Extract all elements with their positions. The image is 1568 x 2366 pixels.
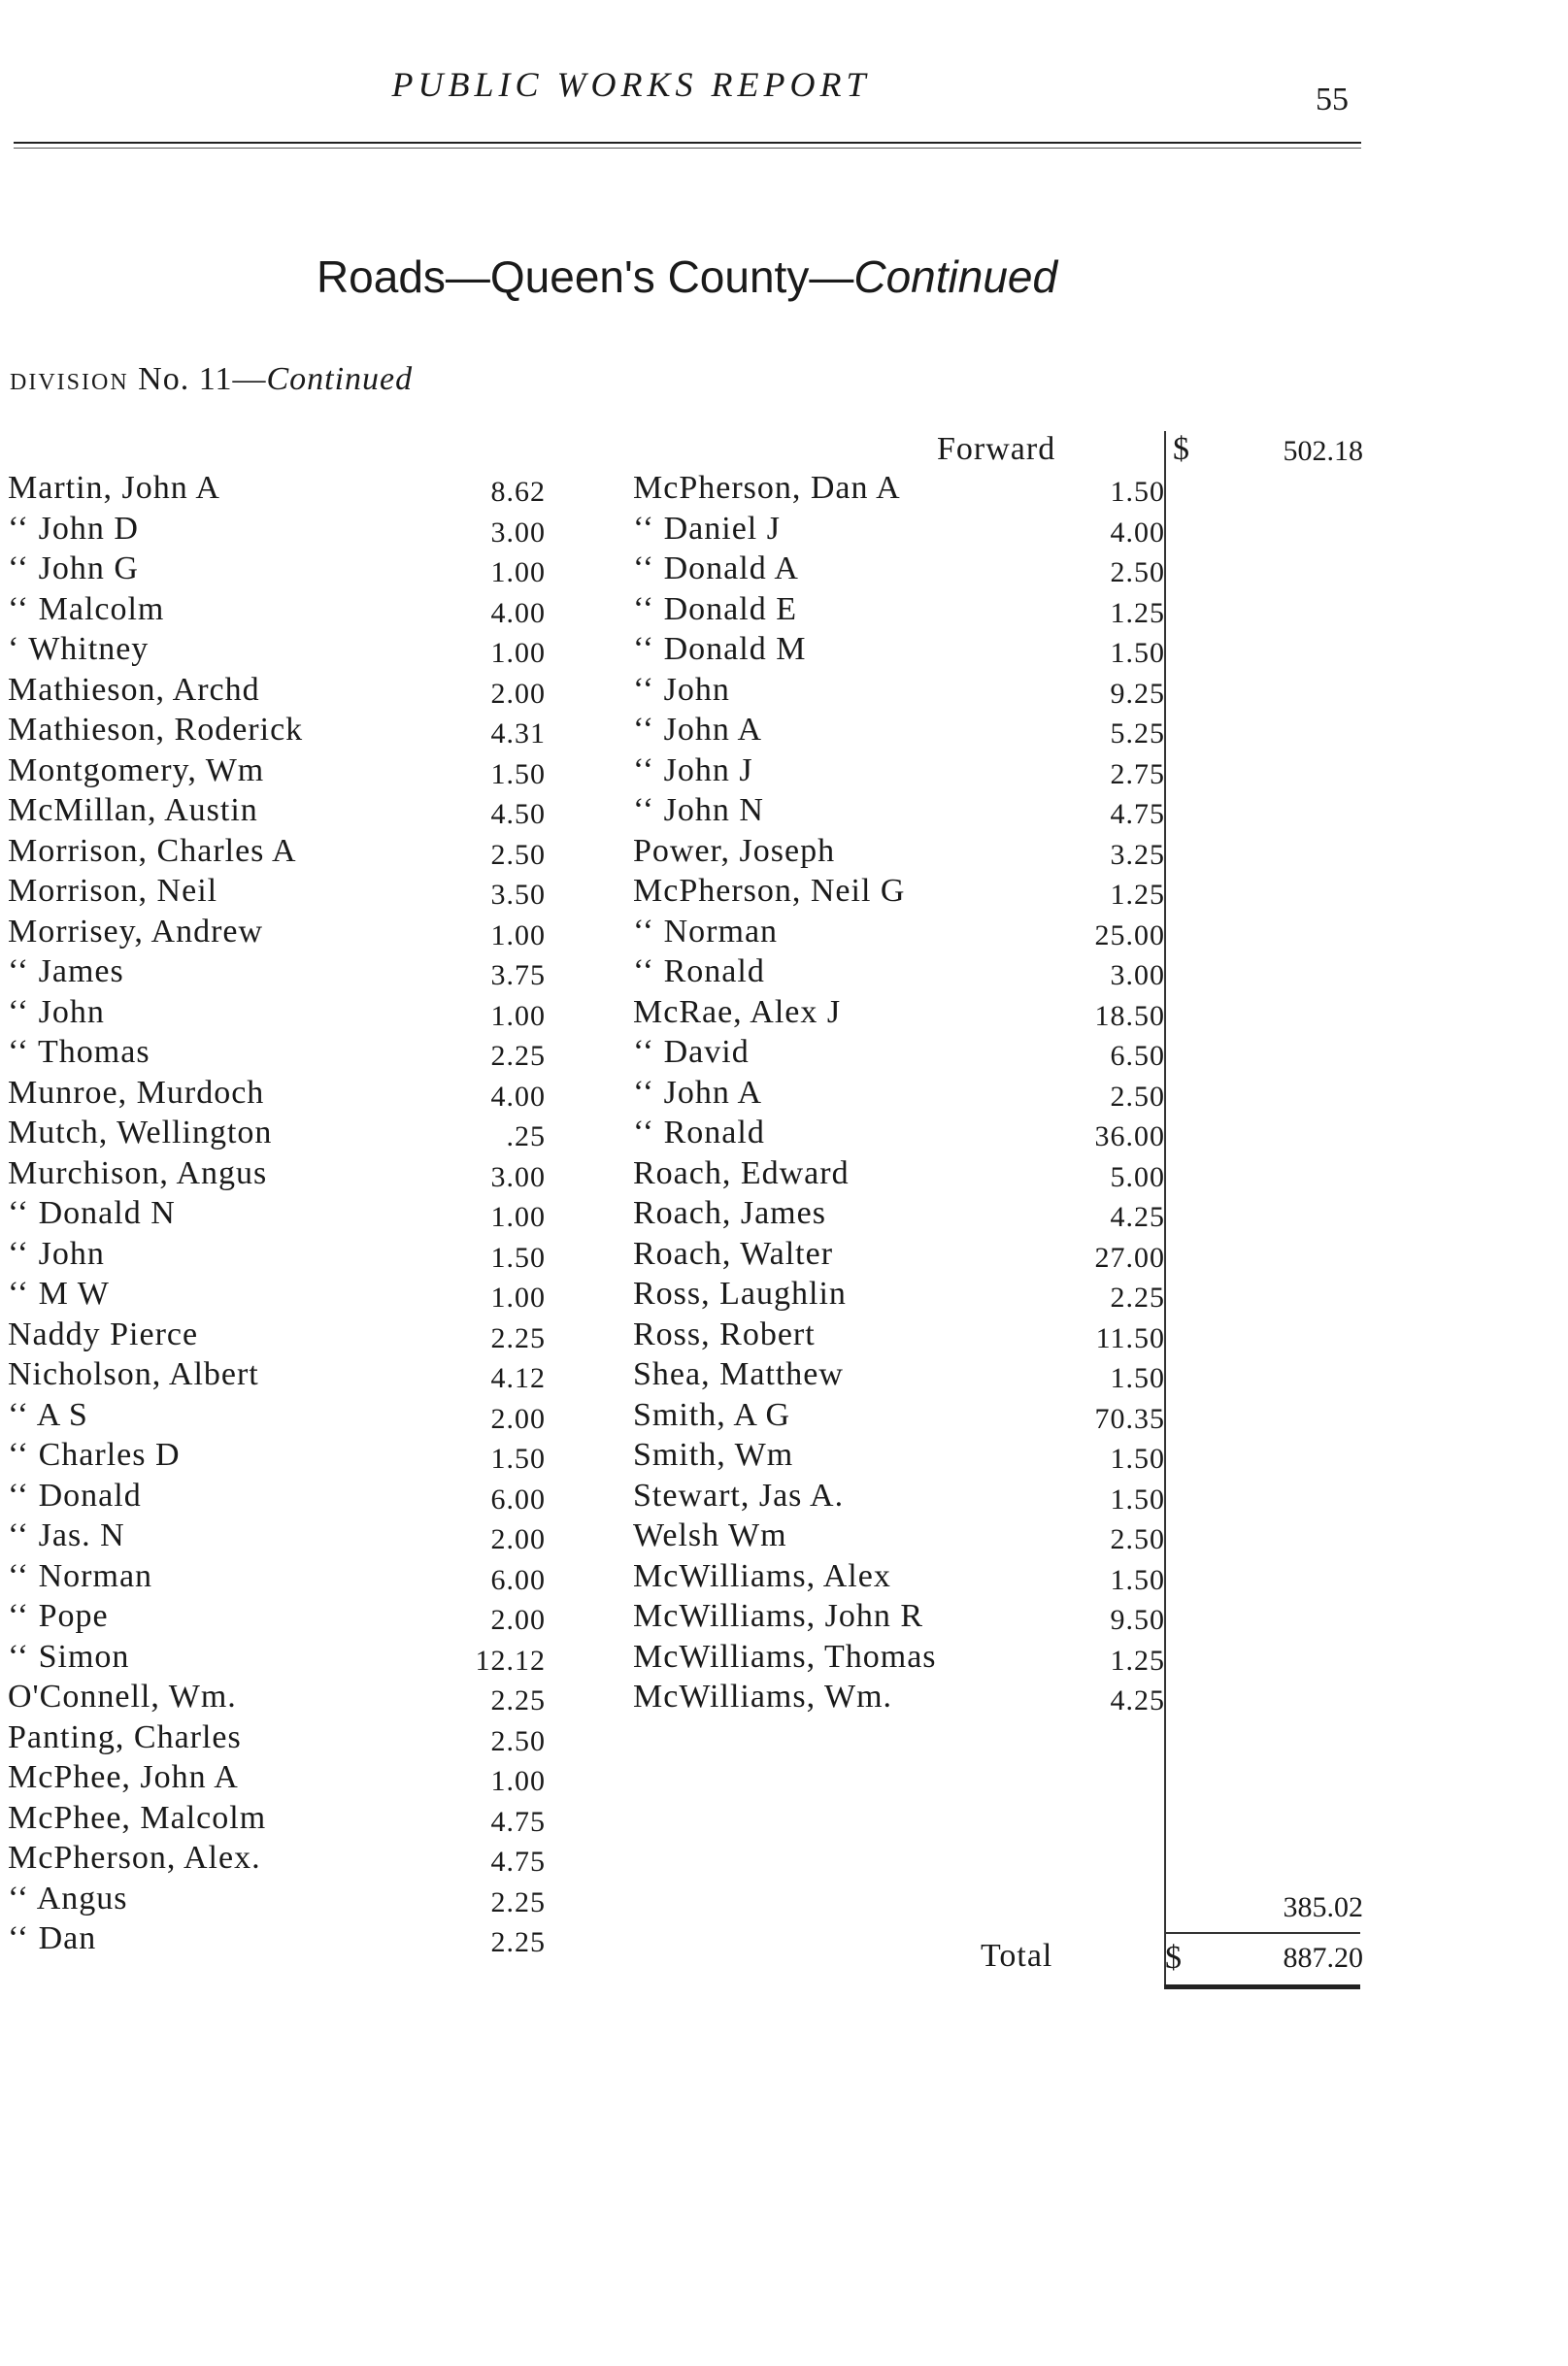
- entry-name: Mathieson, Archd: [8, 671, 260, 708]
- entry-name: ‘‘ Donald: [8, 1477, 142, 1514]
- forward-label: Forward: [937, 431, 1056, 467]
- sum-rule: [1164, 1932, 1360, 1934]
- entry-name: McPherson, Neil G: [633, 873, 906, 909]
- entry-amount: 1.50: [1110, 1563, 1165, 1596]
- division-label: DIVISION: [10, 370, 129, 395]
- entry-name: Mutch, Wellington: [8, 1115, 273, 1150]
- entry-amount: .25: [506, 1120, 546, 1152]
- entry-name: McPhee, Malcolm: [8, 1799, 267, 1836]
- entry-name: Roach, Walter: [633, 1235, 834, 1272]
- entry-name: ‘‘ John: [633, 671, 730, 708]
- entry-amount: 18.50: [1094, 999, 1165, 1032]
- entry-name: ‘‘ Ronald: [633, 953, 765, 989]
- ledger-entry: [8, 833, 551, 874]
- ledger-entry: [8, 1800, 551, 1841]
- division-number: No. 11—: [138, 361, 267, 397]
- division-heading: [10, 361, 413, 398]
- ledger-entry: [633, 1195, 1177, 1236]
- entry-name: Smith, A G: [633, 1396, 791, 1433]
- ledger-entry: [633, 1437, 1177, 1478]
- entry-name: ‘‘ Norman: [633, 913, 779, 950]
- ledger-entry: [8, 914, 551, 954]
- entry-amount: 1.50: [490, 757, 546, 790]
- entry-name: Montgomery, Wm: [8, 751, 265, 788]
- ledger-entry: [633, 1276, 1177, 1316]
- ledger-entry: [633, 591, 1177, 632]
- ledger-entry: [8, 511, 551, 551]
- ledger-entry: [8, 1236, 551, 1277]
- entry-name: ‘‘ Thomas: [8, 1034, 150, 1070]
- entry-name: ‘‘ Pope: [8, 1598, 109, 1634]
- entry-amount: 2.25: [490, 1926, 546, 1958]
- ledger-entry: [633, 1598, 1177, 1639]
- entry-amount: 27.00: [1094, 1241, 1165, 1274]
- title-main: Roads—Queen's County—: [316, 251, 854, 302]
- ledger-entry: [8, 1155, 551, 1196]
- entry-amount: 1.50: [490, 1241, 546, 1274]
- ledger-entry: [8, 1195, 551, 1236]
- entry-name: ‘‘ Daniel J: [633, 510, 781, 547]
- entry-name: ‘‘ John D: [8, 510, 139, 547]
- entry-name: ‘‘ James: [8, 953, 124, 989]
- entry-name: ‘‘ Donald N: [8, 1195, 176, 1231]
- ledger-entry: [633, 873, 1177, 914]
- entry-name: Munroe, Murdoch: [8, 1074, 265, 1111]
- ledger-entry: [8, 1397, 551, 1438]
- ledger-entry: [8, 1075, 551, 1116]
- entry-amount: 2.25: [490, 1321, 546, 1354]
- total-currency: $: [1165, 1940, 1182, 1976]
- ledger-entry: [633, 1639, 1177, 1680]
- entry-amount: 1.50: [490, 1443, 546, 1475]
- entry-name: Stewart, Jas A.: [633, 1477, 845, 1514]
- entry-amount: 2.50: [1110, 556, 1165, 588]
- entry-name: McPherson, Dan A: [633, 470, 901, 506]
- entry-amount: 3.50: [490, 879, 546, 911]
- entry-amount: 2.00: [490, 1604, 546, 1636]
- entry-amount: 4.31: [490, 717, 546, 750]
- entry-amount: 9.50: [1110, 1604, 1165, 1636]
- left-entry-list: [8, 470, 551, 1961]
- entry-amount: 6.50: [1110, 1040, 1165, 1072]
- page-number: 55: [1316, 82, 1349, 117]
- entry-name: ‘‘ Donald M: [633, 631, 807, 667]
- entry-amount: 2.50: [490, 838, 546, 871]
- entry-name: Panting, Charles: [8, 1718, 242, 1755]
- entry-amount: 4.00: [490, 1080, 546, 1113]
- entry-amount: 3.00: [490, 516, 546, 549]
- entry-name: McWilliams, John R: [633, 1598, 924, 1634]
- ledger-entry: [633, 1034, 1177, 1075]
- division-continued: Continued: [266, 361, 414, 397]
- entry-amount: 25.00: [1094, 918, 1165, 951]
- entry-amount: 3.75: [490, 959, 546, 991]
- ledger-entry: [8, 1719, 551, 1760]
- entry-name: Murchison, Angus: [8, 1154, 268, 1191]
- entry-amount: 1.50: [1110, 1443, 1165, 1475]
- entry-amount: 2.25: [490, 1684, 546, 1716]
- ledger-entry: [8, 1920, 551, 1961]
- ledger-entry: [633, 1075, 1177, 1116]
- entry-name: Shea, Matthew: [633, 1356, 844, 1392]
- entry-name: Roach, Edward: [633, 1154, 850, 1191]
- entry-name: Morrison, Charles A: [8, 832, 297, 869]
- entry-amount: 1.50: [1110, 476, 1165, 508]
- entry-name: ‘‘ John G: [8, 550, 139, 586]
- entry-amount: 8.62: [490, 476, 546, 508]
- total-double-rule: [1164, 1984, 1360, 1989]
- ledger-entry: [633, 1236, 1177, 1277]
- entry-amount: 1.00: [490, 556, 546, 588]
- entry-name: ‘‘ Donald A: [633, 550, 799, 586]
- ledger-entry: [633, 550, 1177, 591]
- subtotal-amount: 385.02: [1283, 1891, 1363, 1923]
- entry-name: Naddy Pierce: [8, 1316, 199, 1352]
- ledger-entry: [633, 1356, 1177, 1397]
- entry-amount: 1.00: [490, 999, 546, 1032]
- entry-name: ‘‘ David: [633, 1034, 750, 1070]
- entry-amount: 2.00: [490, 1402, 546, 1435]
- entry-amount: 3.00: [1110, 959, 1165, 991]
- title-continued: Continued: [853, 251, 1058, 302]
- entry-amount: 2.75: [1110, 757, 1165, 790]
- entry-name: ‘‘ John J: [633, 751, 753, 788]
- entry-name: ‘‘ Angus: [8, 1880, 128, 1916]
- entry-name: Morrisey, Andrew: [8, 913, 264, 950]
- entry-name: ‘‘ Norman: [8, 1557, 153, 1594]
- entry-name: McWilliams, Alex: [633, 1557, 891, 1594]
- ledger-entry: [8, 591, 551, 632]
- entry-amount: 4.25: [1110, 1201, 1165, 1233]
- ledger-entry: [633, 1155, 1177, 1196]
- ledger-entry: [8, 1840, 551, 1881]
- entry-amount: 1.00: [490, 918, 546, 951]
- entry-name: Nicholson, Albert: [8, 1356, 259, 1392]
- forward-currency: $: [1173, 431, 1189, 467]
- page-title: [0, 250, 1374, 303]
- ledger-entry: [633, 1478, 1177, 1518]
- ledger-entry: [8, 1276, 551, 1316]
- entry-name: Roach, James: [633, 1195, 826, 1231]
- ledger-entry: [8, 1115, 551, 1155]
- entry-amount: 1.50: [1110, 637, 1165, 669]
- ledger-entry: [8, 672, 551, 713]
- entry-amount: 1.25: [1110, 1644, 1165, 1677]
- entry-amount: 11.50: [1095, 1321, 1165, 1354]
- ledger-entry: [8, 1679, 551, 1719]
- ledger-entry: [8, 470, 551, 511]
- entry-amount: 1.00: [490, 1282, 546, 1314]
- ledger-entry: [633, 1679, 1177, 1719]
- entry-amount: 5.00: [1110, 1160, 1165, 1193]
- ledger-entry: [8, 994, 551, 1035]
- entry-name: ‘‘ Dan: [8, 1920, 97, 1956]
- entry-amount: 4.50: [490, 798, 546, 830]
- ledger-entry: [8, 1598, 551, 1639]
- entry-name: McWilliams, Wm.: [633, 1679, 893, 1715]
- ledger-entry: [633, 1397, 1177, 1438]
- entry-amount: 6.00: [490, 1563, 546, 1596]
- ledger-entry: [8, 752, 551, 793]
- ledger-entry: [8, 1639, 551, 1680]
- entry-name: ‘‘ Malcolm: [8, 590, 165, 627]
- ledger-entry: [633, 914, 1177, 954]
- entry-name: ‘‘ John A: [633, 1074, 763, 1111]
- entry-amount: 1.25: [1110, 596, 1165, 629]
- entry-amount: 2.50: [490, 1724, 546, 1757]
- entry-amount: 1.50: [1110, 1483, 1165, 1516]
- ledger-entry: [633, 994, 1177, 1035]
- entry-name: Ross, Robert: [633, 1316, 816, 1352]
- entry-amount: 2.25: [490, 1885, 546, 1918]
- entry-name: O'Connell, Wm.: [8, 1679, 237, 1715]
- entry-amount: 36.00: [1094, 1120, 1165, 1152]
- entry-amount: 9.25: [1110, 677, 1165, 710]
- ledger-entry: [8, 1316, 551, 1357]
- entry-name: McMillan, Austin: [8, 792, 258, 828]
- entry-name: ‘ Whitney: [8, 631, 150, 667]
- ledger-entry: [8, 1437, 551, 1478]
- ledger-entry: [633, 752, 1177, 793]
- ledger-entry: [8, 1517, 551, 1558]
- entry-amount: 4.75: [1110, 798, 1165, 830]
- entry-name: ‘‘ Simon: [8, 1638, 130, 1675]
- ledger-entry: [633, 1316, 1177, 1357]
- ledger-entry: [8, 792, 551, 833]
- entry-name: Smith, Wm: [633, 1437, 794, 1473]
- entry-amount: 4.12: [490, 1362, 546, 1394]
- entry-amount: 3.00: [490, 1160, 546, 1193]
- ledger-entry: [8, 1356, 551, 1397]
- entry-name: ‘‘ Donald E: [633, 590, 797, 627]
- ledger-entry: [8, 1478, 551, 1518]
- entry-amount: 1.00: [490, 1765, 546, 1797]
- entry-amount: 4.00: [490, 596, 546, 629]
- entry-name: McPherson, Alex.: [8, 1840, 261, 1876]
- ledger-entry: [633, 953, 1177, 994]
- ledger-entry: [633, 792, 1177, 833]
- entry-name: ‘‘ A S: [8, 1396, 88, 1433]
- entry-amount: 6.00: [490, 1483, 546, 1516]
- entry-amount: 1.25: [1110, 879, 1165, 911]
- total-label: Total: [981, 1938, 1053, 1974]
- entry-name: ‘‘ Ronald: [633, 1115, 765, 1150]
- entry-name: Morrison, Neil: [8, 873, 218, 909]
- ledger-entry: [633, 1558, 1177, 1599]
- entry-amount: 2.50: [1110, 1523, 1165, 1555]
- ledger-entry: [8, 712, 551, 752]
- ledger-entry: [633, 712, 1177, 752]
- entry-name: ‘‘ Charles D: [8, 1437, 181, 1473]
- running-title: PUBLIC WORKS REPORT: [391, 65, 871, 104]
- entry-amount: 2.00: [490, 1523, 546, 1555]
- ledger-entry: [633, 672, 1177, 713]
- entry-amount: 2.25: [1110, 1282, 1165, 1314]
- ledger-entry: [8, 1558, 551, 1599]
- ledger-entry: [8, 873, 551, 914]
- ledger-entry: [633, 511, 1177, 551]
- entry-amount: 70.35: [1094, 1402, 1165, 1435]
- entry-name: ‘‘ John A: [633, 712, 763, 748]
- ledger-entry: [8, 953, 551, 994]
- entry-amount: 1.00: [490, 637, 546, 669]
- header-rule-thin: [14, 148, 1361, 149]
- ledger-entry: [633, 833, 1177, 874]
- entry-amount: 4.75: [490, 1805, 546, 1838]
- entry-amount: 4.75: [490, 1846, 546, 1878]
- entry-name: Ross, Laughlin: [633, 1276, 847, 1312]
- entry-name: ‘‘ M W: [8, 1276, 110, 1312]
- ledger-entry: [8, 631, 551, 672]
- entry-amount: 2.00: [490, 677, 546, 710]
- entry-name: ‘‘ John N: [633, 792, 764, 828]
- entry-name: McWilliams, Thomas: [633, 1638, 937, 1675]
- entry-name: ‘‘ John: [8, 993, 105, 1030]
- entry-name: ‘‘ John: [8, 1235, 105, 1272]
- ledger-entry: [633, 1115, 1177, 1155]
- right-entry-list: [633, 470, 1177, 1719]
- entry-amount: 4.25: [1110, 1684, 1165, 1716]
- entry-amount: 1.00: [490, 1201, 546, 1233]
- forward-amount: 502.18: [1283, 435, 1363, 467]
- entry-name: Martin, John A: [8, 470, 220, 506]
- entry-amount: 4.00: [1110, 516, 1165, 549]
- ledger-entry: [8, 550, 551, 591]
- ledger-entry: [8, 1881, 551, 1921]
- entry-amount: 3.25: [1110, 838, 1165, 871]
- ledger-entry: [8, 1759, 551, 1800]
- ledger-entry: [633, 470, 1177, 511]
- ledger-entry: [633, 631, 1177, 672]
- entry-amount: 2.25: [490, 1040, 546, 1072]
- entry-amount: 1.50: [1110, 1362, 1165, 1394]
- entry-amount: 2.50: [1110, 1080, 1165, 1113]
- entry-name: Welsh Wm: [633, 1517, 787, 1553]
- entry-amount: 12.12: [475, 1644, 546, 1677]
- entry-name: Power, Joseph: [633, 832, 836, 869]
- entry-name: McPhee, John A: [8, 1759, 239, 1795]
- entry-name: ‘‘ Jas. N: [8, 1517, 125, 1553]
- entry-name: McRae, Alex J: [633, 993, 842, 1030]
- entry-name: Mathieson, Roderick: [8, 712, 304, 748]
- ledger-entry: [633, 1517, 1177, 1558]
- entry-amount: 5.25: [1110, 717, 1165, 750]
- ledger-entry: [8, 1034, 551, 1075]
- header-rule: [14, 142, 1361, 144]
- total-amount: 887.20: [1283, 1942, 1363, 1974]
